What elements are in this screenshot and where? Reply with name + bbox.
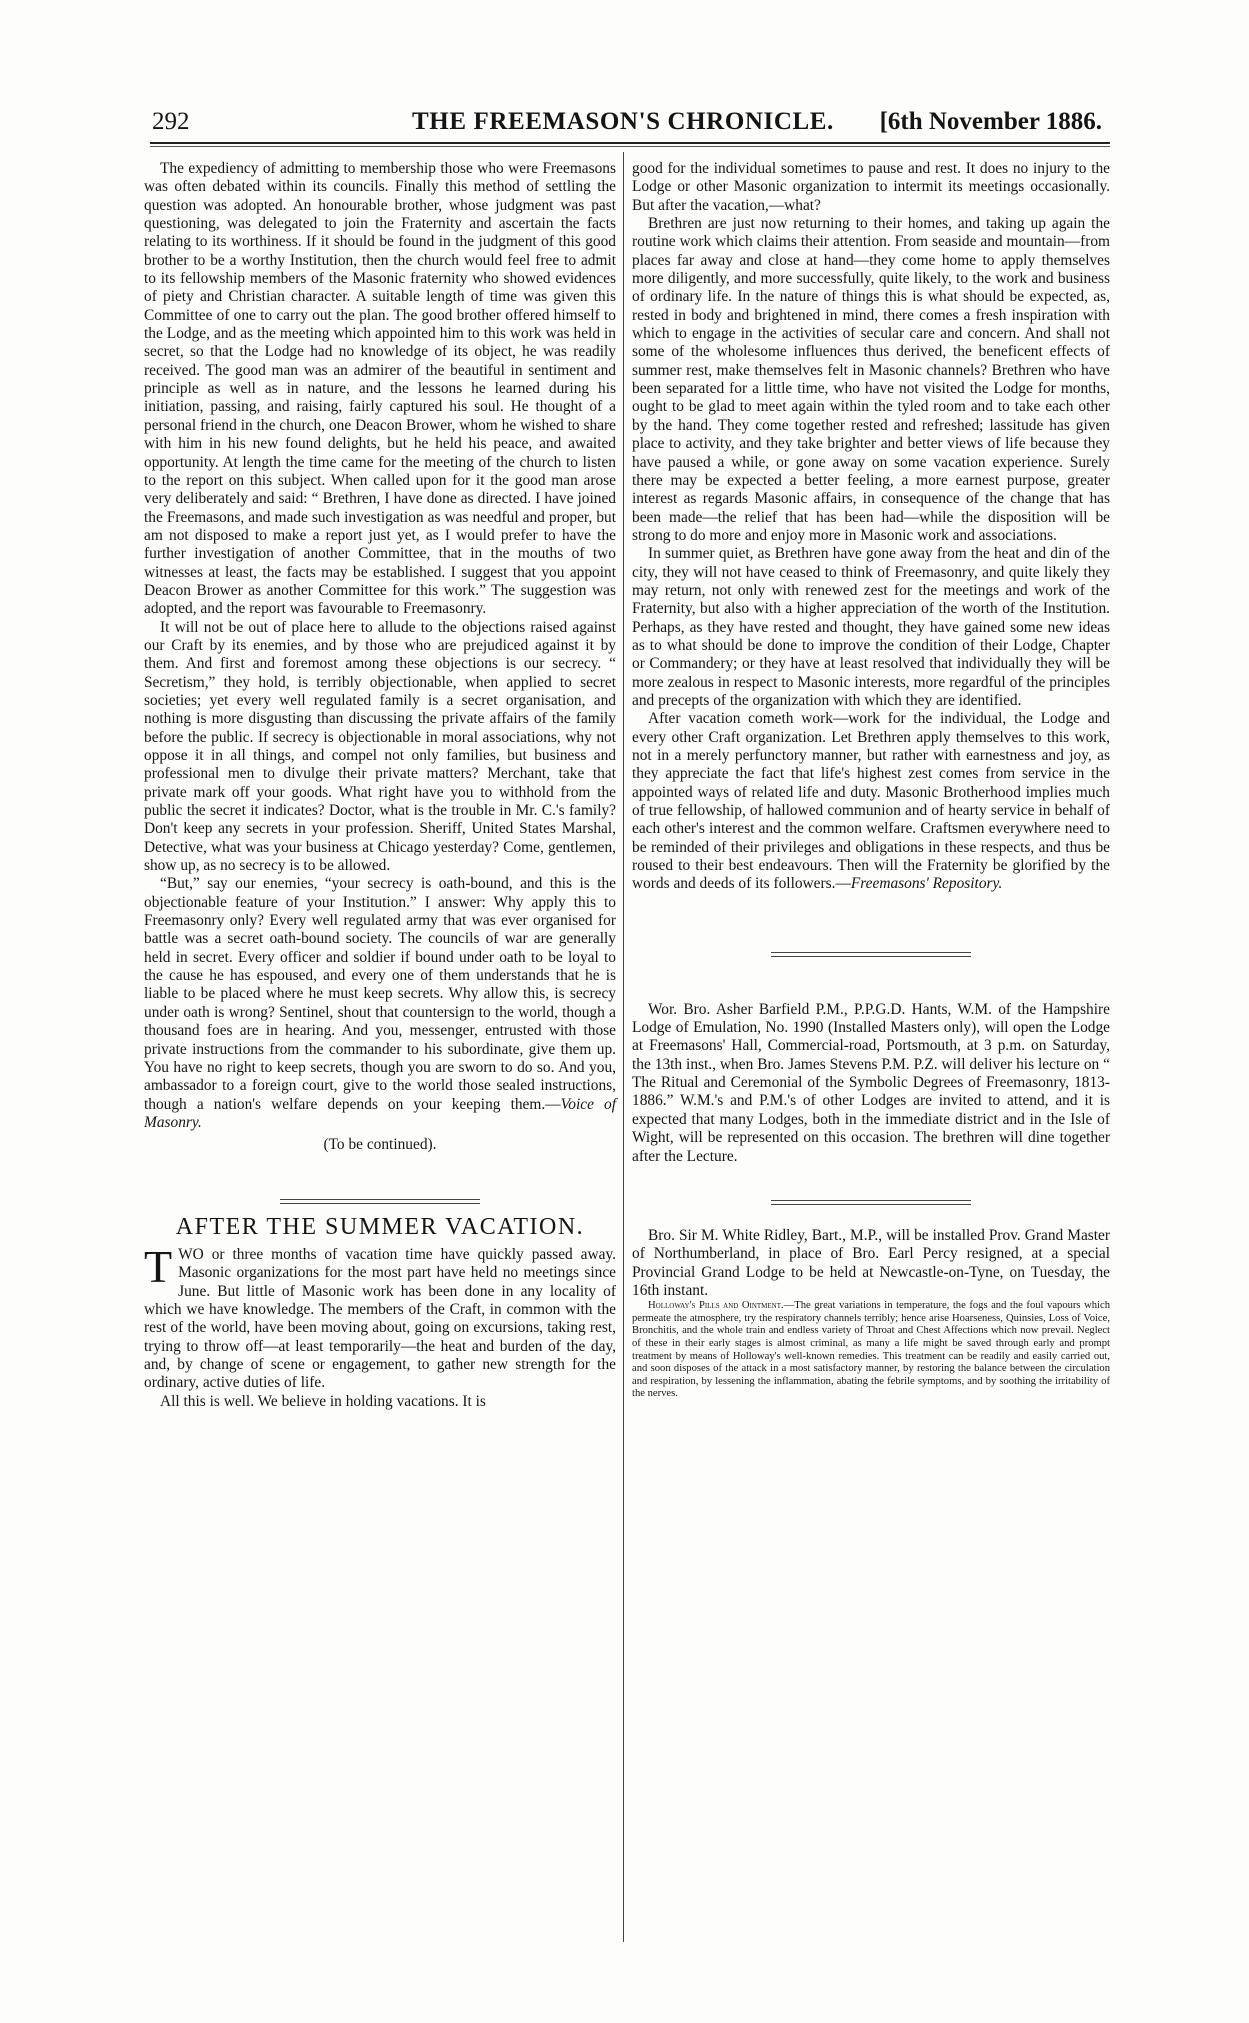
page-number: 292 (152, 108, 190, 135)
paragraph-text: After vacation cometh work—work for the individual, the Lodge and every other Craft organization. Let Brethren apply themselves to this work, not in a merely perfunctory manner, but rather with earnestness and joy, as they appreciate the fact that life's highest zest comes from service in the appointed ways of related life and duty. Masonic Brotherhood implies much of true fellowship, of hallowed communion and of hearty service in behalf of each other's interest and the common welfare. Craftsmen everywhere need to be reminded of their privileges and obligations in these respects, and thus be roused to their best endeavours. Then will the Fraternity be glorified by the words and deeds of its followers.— (632, 710, 1110, 893)
publication-title: THE FREEMASON'S CHRONICLE. (412, 108, 834, 135)
continued-note: (To be continued). (323, 1136, 437, 1154)
article-paragraph: All this is well. We believe in holding vacations. It is (160, 1392, 486, 1410)
drop-cap: T (144, 1240, 173, 1292)
article-paragraph: The expediency of admitting to membership those who were Freemasons was often debated within its councils. Finally this method of settling the question was adopted. An honourable brother, whose judgment was past questioning, was delegated to join the Fraternity and ascertain the facts relating to its worthiness. If it should be found in the judgment of this good brother to be a worthy Institution, then the church would feel free to admit to its fellowship members of the Masonic fraternity who showed evidences of piety and Christian character. A suitable length of time was given this Committee of one to carry out the plan. The good brother offered himself to the Lodge, and as the meeting which appointed him to this work was held in secret, so that the Lodge had no knowledge of its object, he was readily received. The good man was an admirer of the beautiful in sentiment and principle as well as in nature, and the lessons he learned during his initiation, passing, and raising, fairly captured his soul. He thought of a personal friend in the church, one Deacon Brower, whom he wished to share with him in his new found delights, but he held his peace, and awaited opportunity. At length the time came for the meeting of the church to listen to the report on this subject. When called upon for it the good man arose very deliberately and said: “ Brethren, I have done as directed. I have joined the Freemasons, and made such investigation as was needful and proper, but am not disposed to make a report just yet, as I would prefer to have the further investigation of another Committee, that in the mouths of two witnesses at least, the facts may be established. I suggest that you appoint Deacon Brower as another Committee for this work.” The suggestion was adopted, and the report was favourable to Freemasonry. (144, 160, 616, 618)
issue-date: [6th November 1886. (879, 108, 1102, 135)
section-rule (771, 952, 971, 957)
source-citation: Voice of Masonry. (144, 1095, 617, 1131)
article-paragraph (632, 710, 1110, 893)
page-header (140, 108, 1110, 142)
section-rule (771, 1200, 971, 1205)
header-rule (150, 142, 1110, 144)
advertisement-lead: Holloway's Pills and Ointment. (648, 1300, 784, 1312)
article-paragraph: In summer quiet, as Brethren have gone away from the heat and din of the city, they will not have ceased to think of Freemasonry, and quite likely they may return, not only with renewed zest for the meetings and work of the Fraternity, but also with a higher appreciation of the worth of the Institution. Perhaps, as they have rested and thought, they have gained some new ideas as to what should be done to improve the condition of their Lodge, Chapter or Commandery; or they have at least resolved that individually they will be more zealous in respect to Masonic interests, more regardful of the principles and precepts of the organization with which they are identified. (632, 545, 1110, 709)
article-paragraph: Brethren are just now returning to their homes, and taking up again the routine work which claims their attention. From seaside and mountain—from places far away and close at hand—they come home to apply themselves more diligently, and more successfully, quite likely, to the work and business of ordinary life. In the nature of things this is what should be expected, as, rested in body and brightened in mind, there comes a fresh inspiration with which to engage in the activities of secular care and concern. And shall not some of the wholesome influences thus derived, the beneficent effects of summer rest, make themselves felt in Masonic channels? Brethren who have been separated for a little time, who have not visited the Lodge for months, ought to be glad to meet again within the tyled room and to take each other by the hand. They come together rested and refreshed; lassitude has given place to activity, and they take brighter and better views of life because they have paused a while, or gone away on some vacation experience. Surely there may be expected a better feeling, a more earnest purpose, greater interest as regards Masonic affairs, in consequence of the change that has been made—the relief that has been had—while the disposition will be strong to do more and enjoy more in Masonic work and associations. (632, 215, 1110, 544)
notice-paragraph: Bro. Sir M. White Ridley, Bart., M.P., will be installed Prov. Grand Master of Northumberland, in place of Bro. Earl Percy resigned, at a special Provincial Grand Lodge to be held at Newcastle-on-Tyne, on Tuesday, the 16th instant. (632, 1226, 1110, 1299)
source-citation: Freemasons' Repository. (850, 875, 1003, 893)
notice-paragraph: Wor. Bro. Asher Barfield P.M., P.P.G.D. Hants, W.M. of the Hampshire Lodge of Emulation, No. 1990 (Installed Masters only), will open the Lodge at Freemasons' Hall, Commercial-road, Portsmouth, at 3 p.m. on Saturday, the 13th inst., when Bro. James Stevens P.M. P.Z. will deliver his lecture on “ The Ritual and Ceremonial of the Symbolic Degrees of Freemasonry, 1813-1886.” W.M.'s and P.M.'s of other Lodges are invited to attend, and it is expected that many Lodges, both in the immediate district and in the Isle of Wight, will be represented on this occasion. The brethren will dine together after the Lecture. (632, 1000, 1110, 1165)
advertisement-text: —The great variations in temperature, the fogs and the foul vapours which permeate the atmosphere, try the respiratory channels terribly; hence arise Hoarseness, Quinsies, Loss of Voice, Bronchitis, and the whole train and endless variety of Throat and Chest Affections which now prevail. Neglect of these in their early stages is almost criminal, as many a life might be saved through early and prompt treatment by means of Holloway's well-known remedies. This treatment can be readily and easily carried out, and soon disposes of the attack in a most satisfactory manner, by restoring the balance between the circulation and respiration, by lessening the inflammation, abating the febrile symptoms, and by soothing the irritability of the nerves. (632, 1300, 1110, 1400)
paragraph-text: WO or three months of vacation time have quickly passed away. Masonic organizations for the most part have held no meetings since June. But little of Masonic work has been done in any locality of which we have knowledge. The members of the Craft, in common with the rest of the world, have been moving about, going on excursions, taking rest, trying to throw off—at least temporarily—the heat and burden of the day, and, by change of scene or engagement, to gather new strength for the ordinary, active duties of life. (144, 1245, 616, 1392)
left-column (144, 160, 616, 1950)
advertisement (632, 1300, 1110, 1401)
article-paragraph: good for the individual sometimes to pause and rest. It does no injury to the Lodge or other Masonic organization to intermit its meetings occasionally. But after the vacation,—what? (632, 160, 1110, 214)
article-paragraph: It will not be out of place here to allude to the objections raised against our Craft by its enemies, and by those who are prejudiced against it by them. And first and foremost among these objections is our secrecy. “ Secretism,” they hold, is terribly objectionable, when applied to secret societies; yet every well regulated family is a secret organisation, and nothing is more disgusting than discussing the private affairs of the family before the public. If secrecy is objectionable in moral associations, why not oppose it in all things, and compel not only families, but business and professional men to divulge their private matters? Merchant, take that private mark off your goods. What right have you to withhold from the public the secret it indicates? Doctor, what is the trouble in Mr. C.'s family? Don't keep any secrets in your profession. Sheriff, United States Marshal, Detective, what was your business at Chicago yesterday? Come, gentlemen, show up, as no secrecy is to be allowed. (144, 618, 616, 875)
section-title: AFTER THE SUMMER VACATION. (175, 1213, 585, 1240)
article-paragraph (144, 1240, 616, 1393)
paragraph-text: “But,” say our enemies, “your secrecy is oath-bound, and this is the objectionable feature of your Institution.” I answer: Why apply this to Freemasonry only? Every well regulated army that was ever organised for battle was a secret oath-bound society. The councils of war are generally held in secret. Every officer and soldier if bound under oath to be loyal to the cause he has espoused, and every one of them understands that he is liable to be placed where he must keep secrets. Why allow this, is secrecy under oath is wrong? Sentinel, shout that countersign to the world, though a thousand foes are in hearing. And you, messenger, entrusted with those private instructions from the commander to his subordinate, give them up. You have no right to keep secrets, though you are sworn to do so. And you, ambassador to a foreign court, give to the world those sealed instructions, though a nation's welfare depends on your keeping them.— (144, 875, 616, 1113)
section-rule (280, 1199, 480, 1204)
header-rule-thin (150, 146, 1110, 147)
column-divider (623, 152, 624, 1942)
right-column (632, 160, 1110, 1950)
article-paragraph (144, 875, 616, 1132)
